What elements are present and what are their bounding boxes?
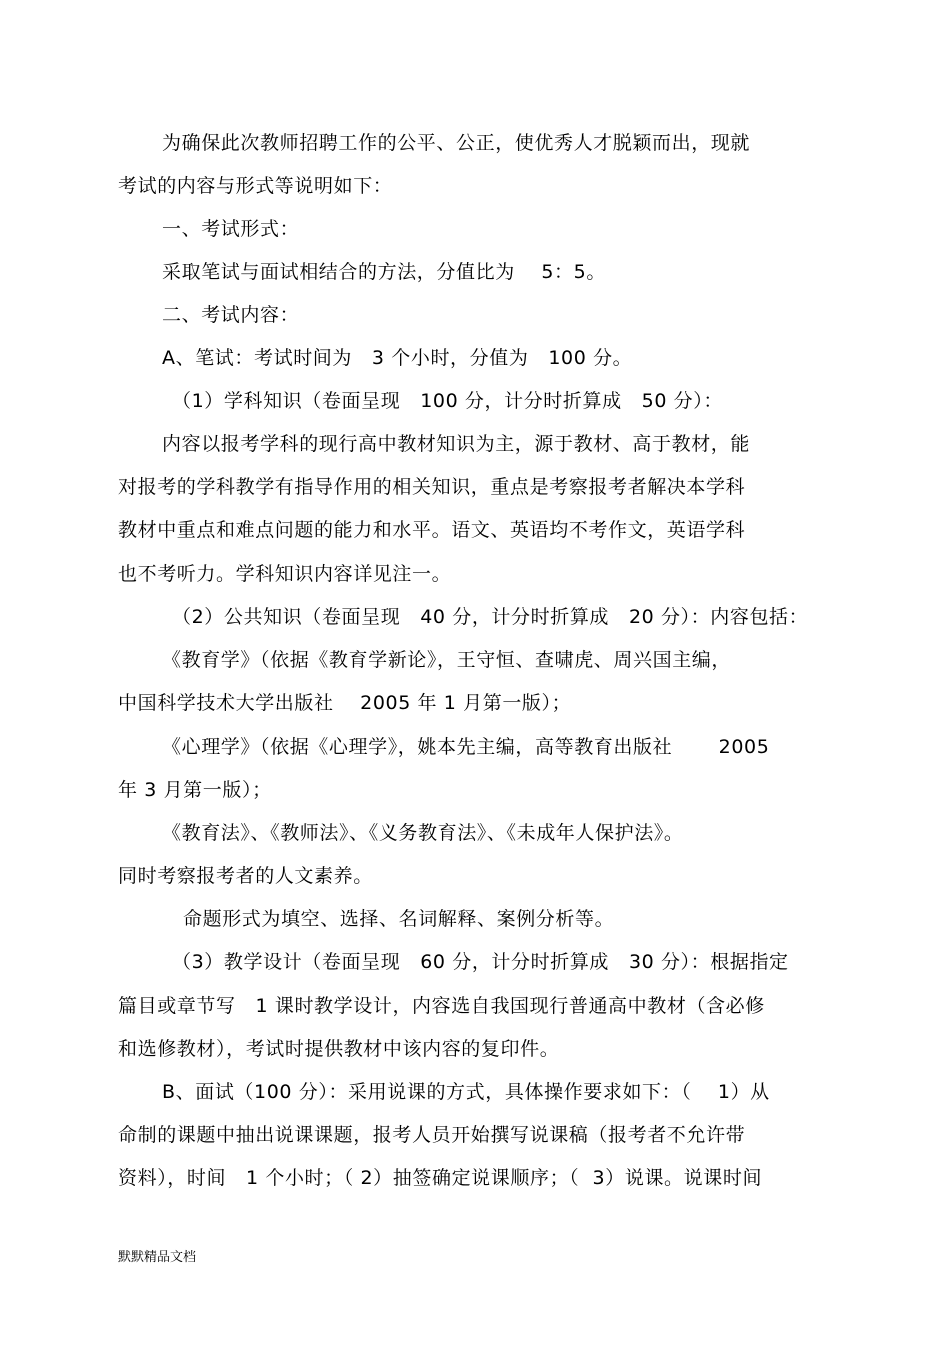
interview-line-2: 资料），时间 1 个小时；（ 2）抽签确定说课顺序；（ 3）说课。说课时间: [118, 1167, 763, 1189]
pedagogy-reference-line-2: 中国科学技术大学出版社 2005 年 1 月第一版）；: [118, 692, 572, 714]
subject-knowledge-line-2: 对报考的学科教学有指导作用的相关知识，重点是考察报考者解决本学科: [118, 476, 746, 498]
humanities-note: 同时考察报考者的人文素养。: [118, 865, 373, 887]
question-format: 命题形式为填空、选择、名词解释、案例分析等。: [183, 908, 615, 930]
subject-knowledge-line-3: 教材中重点和难点问题的能力和水平。语文、英语均不考作文，英语学科: [118, 519, 746, 541]
subject-knowledge-line-4: 也不考听力。学科知识内容详见注一。: [118, 563, 452, 585]
interview-line-1: 命制的课题中抽出说课课题，报考人员开始撰写说课稿（报考者不允许带: [118, 1124, 746, 1146]
paragraph-intro-line-1: 为确保此次教师招聘工作的公平、公正，使优秀人才脱颖而出，现就: [162, 132, 751, 154]
exam-format-text: 采取笔试与面试相结合的方法，分值比为 5：5。: [162, 261, 606, 283]
written-exam-heading: A、笔试：考试时间为 3 个小时，分值为 100 分。: [162, 347, 633, 369]
teaching-design-heading: （3）教学设计（卷面呈现 60 分，计分时折算成 30 分）：根据指定: [172, 951, 789, 973]
pedagogy-reference-line-1: 《教育学》（依据《教育学新论》，王守恒、查啸虎、周兴国主编，: [162, 649, 732, 671]
psychology-reference-line-1: 《心理学》（依据《心理学》，姚本先主编，高等教育出版社 2005: [162, 736, 770, 758]
page-footer: 默默精品文档: [118, 1250, 197, 1265]
section-heading-exam-content: 二、考试内容：: [162, 304, 300, 326]
interview-heading: B、面试（100 分）：采用说课的方式，具体操作要求如下：（ 1）从: [162, 1081, 770, 1103]
subject-knowledge-line-1: 内容以报考学科的现行高中教材知识为主，源于教材、高于教材，能: [162, 433, 751, 455]
teaching-design-line-1: 篇目或章节写 1 课时教学设计，内容选自我国现行普通高中教材（含必修: [118, 995, 765, 1017]
section-heading-exam-format: 一、考试形式：: [162, 218, 300, 240]
subject-knowledge-heading: （1）学科知识（卷面呈现 100 分，计分时折算成 50 分）：: [172, 390, 723, 412]
teaching-design-line-2: 和选修教材），考试时提供教材中该内容的复印件。: [118, 1038, 560, 1060]
psychology-reference-line-2: 年 3 月第一版）；: [118, 779, 272, 801]
public-knowledge-heading: （2）公共知识（卷面呈现 40 分，计分时折算成 20 分）：内容包括：: [172, 606, 809, 628]
laws-reference: 《教育法》、《教师法》、《义务教育法》、《未成年人保护法》。: [162, 822, 684, 844]
paragraph-intro-line-2: 考试的内容与形式等说明如下：: [118, 175, 393, 197]
